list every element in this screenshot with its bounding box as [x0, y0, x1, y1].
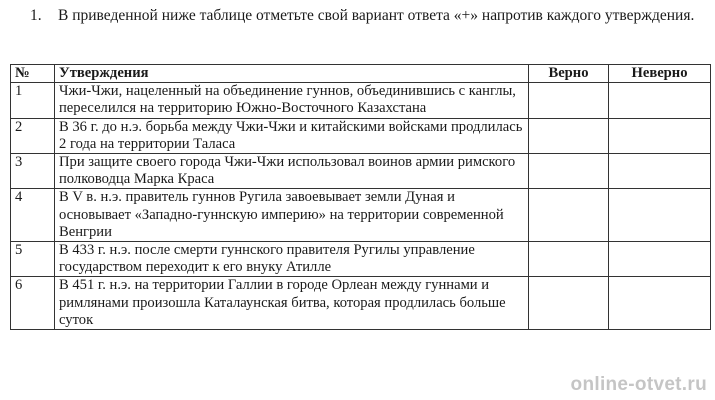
row-statement: В V в. н.э. правитель гуннов Ругила завоевывает земли Дуная и основывает «Западно-гуннскую империю» на территории современной Венгрии	[55, 189, 529, 242]
answer-false-cell[interactable]	[609, 83, 711, 118]
answer-false-cell[interactable]	[609, 154, 711, 189]
answer-true-cell[interactable]	[529, 277, 609, 330]
answer-false-cell[interactable]	[609, 118, 711, 153]
answer-true-cell[interactable]	[529, 154, 609, 189]
table-header-row	[11, 65, 711, 83]
header-statement: Утверждения	[55, 65, 529, 83]
row-number: 4	[11, 189, 55, 242]
table-row	[11, 154, 711, 189]
row-statement: В 451 г. н.э. на территории Галлии в городе Орлеан между гуннами и римлянами произошла Каталаунская битва, которая продлилась больше суток	[55, 277, 529, 330]
watermark: online-otvet.ru	[570, 374, 707, 395]
answer-false-cell[interactable]	[609, 277, 711, 330]
row-number: 3	[11, 154, 55, 189]
row-number: 2	[11, 118, 55, 153]
header-number: №	[11, 65, 55, 83]
header-true: Верно	[529, 65, 609, 83]
answer-true-cell[interactable]	[529, 83, 609, 118]
answer-true-cell[interactable]	[529, 118, 609, 153]
row-statement: В 433 г. н.э. после смерти гуннского правителя Ругилы управление государством переходит к его внуку Атилле	[55, 242, 529, 277]
table-row	[11, 83, 711, 118]
row-number: 6	[11, 277, 55, 330]
answer-false-cell[interactable]	[609, 242, 711, 277]
task-text: В приведенной ниже таблице отметьте свой вариант ответа «+» напротив каждого утверждения.	[58, 7, 695, 24]
task-instruction	[30, 6, 702, 25]
table-row	[11, 277, 711, 330]
table-row	[11, 242, 711, 277]
table-row	[11, 189, 711, 242]
row-statement: Чжи-Чжи, нацеленный на объединение гуннов, объединившись с канглы, переселился на территорию Южно-Восточного Казахстана	[55, 83, 529, 118]
row-statement: В 36 г. до н.э. борьба между Чжи-Чжи и китайскими войсками продлилась 2 года на территории Таласа	[55, 118, 529, 153]
row-statement: При защите своего города Чжи-Чжи использовал воинов армии римского полководца Марка Краса	[55, 154, 529, 189]
row-number: 5	[11, 242, 55, 277]
answer-table	[10, 64, 711, 330]
row-number: 1	[11, 83, 55, 118]
table-row	[11, 118, 711, 153]
answer-false-cell[interactable]	[609, 189, 711, 242]
answer-true-cell[interactable]	[529, 242, 609, 277]
header-false: Неверно	[609, 65, 711, 83]
task-number: 1.	[30, 7, 42, 24]
answer-true-cell[interactable]	[529, 189, 609, 242]
